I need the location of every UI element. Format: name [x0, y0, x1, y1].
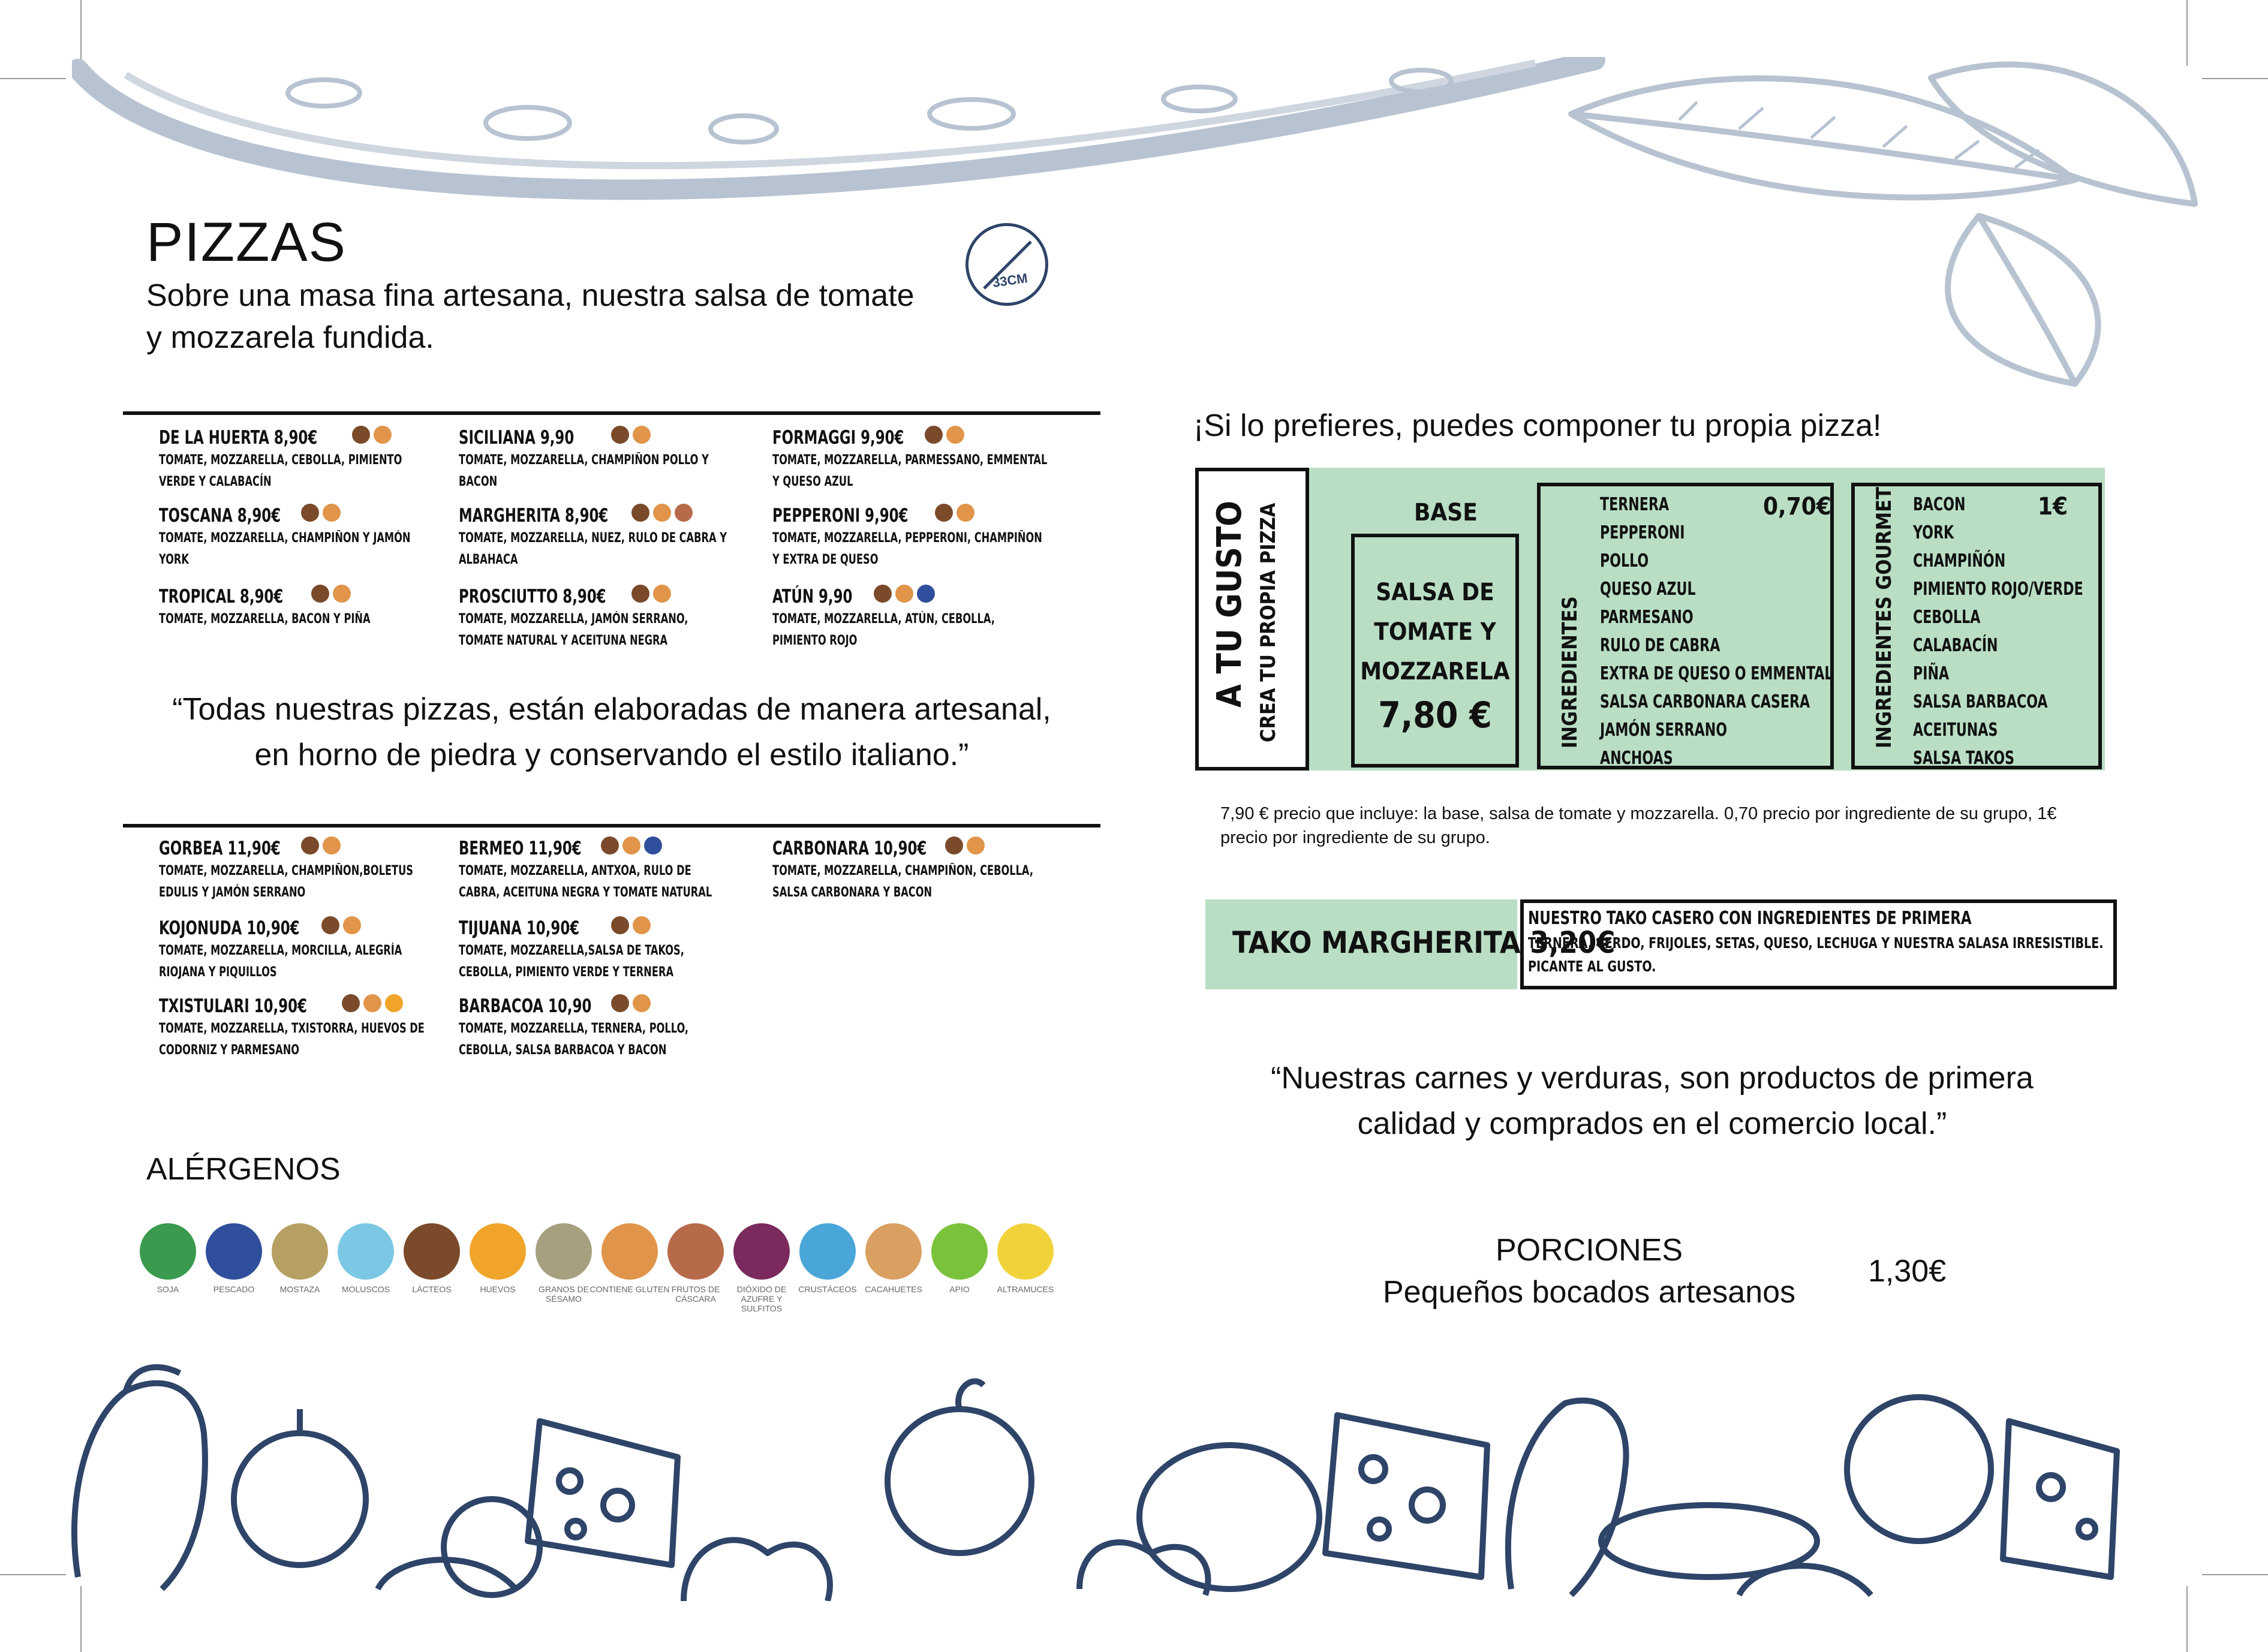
pizza-header [159, 838, 447, 859]
pizza-description: TOMATE, MOZZARELLA, CEBOLLA, PIMIENTO VERDE Y CALABACÍN [159, 453, 402, 489]
pizza-header [159, 586, 447, 607]
ingredient-item: POLLO [1600, 550, 1649, 571]
celery-icon [931, 1223, 988, 1280]
gluten-allergen-icon [653, 504, 671, 522]
gluten-allergen-icon [653, 585, 671, 603]
basil-leaves-illustration [1559, 60, 2207, 396]
pizza-item [772, 505, 1060, 571]
quote-line: en horno de piedra y conservando el estilo italiano.” [254, 738, 969, 772]
lacteos-allergen-icon [311, 585, 329, 603]
pizza-description: TOMATE, MOZZARELLA, MORCILLA, ALEGRÍA RIOJANA Y PIQUILLOS [159, 943, 402, 980]
pizza-allergen-icons [628, 587, 671, 605]
crop-mark [2202, 1574, 2268, 1575]
lacteos-allergen-icon [342, 994, 360, 1012]
fish-icon [206, 1223, 262, 1280]
crop-mark [2186, 0, 2188, 66]
ingredient-item: JAMÓN SERRANO [1600, 720, 1728, 741]
pizza-header [772, 838, 1060, 859]
allergen-label: ALTRAMUCES [997, 1284, 1054, 1294]
pizza-item [459, 917, 747, 983]
vegetables-illustration [60, 1349, 2183, 1601]
pizza-item [772, 838, 1060, 904]
ingredient-item: RULO DE CABRA [1600, 635, 1720, 656]
subtitle-line: Sobre una masa fina artesana, nuestra salsa de tomate [146, 278, 915, 313]
base-line: SALSA DE [1376, 579, 1494, 606]
tako-name: TAKO MARGHERITA 3,20€ [1232, 925, 1616, 960]
pizza-description: TOMATE, MOZZARELLA, CHAMPIÑON,BOLETUS EDULIS Y JAMÓN SERRANO [159, 863, 413, 900]
allergen-label: PESCADO [213, 1284, 255, 1294]
pizza-description: TOMATE, MOZZARELLA, CHAMPIÑON Y JAMÓN YORK [159, 531, 411, 567]
pizza-allergen-icons [607, 919, 651, 937]
subtitle-line: y mozzarela fundida. [146, 320, 434, 355]
base-description [1351, 573, 1519, 691]
pizza-item [459, 427, 747, 493]
sulphite-icon [733, 1223, 790, 1280]
gourmet-ingredient-item: CEBOLLA [1913, 607, 1981, 628]
lacteos-allergen-icon [611, 916, 629, 934]
lacteos-allergen-icon [301, 836, 319, 854]
jug-icon [404, 1223, 460, 1280]
sesame-icon [536, 1223, 592, 1280]
pizza-description: TOMATE, MOZZARELLA, PARMESSANO, EMMENTAL Y QUESO AZUL [772, 453, 1048, 489]
gourmet-ingredient-item: SALSA BARBACOA [1913, 691, 2048, 712]
lacteos-allergen-icon [321, 916, 339, 934]
tako-line: TERNERA, CERDO, FRIJOLES, SETAS, QUESO, LECHUGA Y NUESTRA SALASA IRRESISTIBLE. [1528, 934, 2104, 952]
tako-description [1528, 907, 2205, 977]
lacteos-allergen-icon [631, 504, 649, 522]
pizza-name: TOSCANA 8,90€ [159, 505, 281, 526]
pizza-allergen-icons [607, 997, 651, 1015]
pizza-allergen-icons [921, 428, 964, 446]
gluten-allergen-icon [374, 426, 392, 444]
size-badge [965, 223, 1048, 306]
gluten-allergen-icon [633, 916, 651, 934]
crop-mark [80, 0, 82, 66]
pizza-header [159, 505, 447, 526]
pizza-item [459, 586, 747, 652]
lacteos-allergen-icon [352, 426, 370, 444]
allergen-label: MOSTAZA [279, 1284, 320, 1294]
lacteos-allergen-icon [945, 836, 963, 854]
pizza-item [159, 995, 447, 1061]
lacteos-allergen-icon [301, 504, 319, 522]
price-note-line: precio por ingrediente de su grupo. [1220, 828, 1490, 847]
lacteos-allergen-icon [601, 836, 619, 854]
crop-mark [2202, 78, 2268, 79]
ingredients-price: 0,70€ [1763, 493, 1831, 520]
pizza-description: TOMATE, MOZZARELLA, TERNERA, POLLO, CEBOLLA, SALSA BARBACOA Y BACON [459, 1021, 689, 1058]
lacteos-allergen-icon [611, 994, 629, 1012]
gluten-allergen-icon [363, 994, 381, 1012]
allergen-item [983, 1223, 1067, 1294]
gluten-allergen-icon [633, 426, 651, 444]
allergens-title: ALÉRGENOS [146, 1152, 341, 1187]
gluten-allergen-icon [956, 504, 974, 522]
crop-mark [0, 1574, 66, 1575]
pizza-allergen-icons [942, 839, 985, 857]
lacteos-allergen-icon [935, 504, 953, 522]
porciones-block [1319, 1229, 1859, 1313]
page-title: PIZZAS [146, 212, 347, 273]
pizza-item [459, 838, 747, 904]
gluten-allergen-icon [622, 836, 640, 854]
porciones-description: Pequeños bocados artesanos [1382, 1275, 1796, 1310]
pizza-header [459, 917, 747, 939]
pizza-header [772, 505, 1060, 526]
ingredient-item: QUESO AZUL [1600, 579, 1696, 600]
pizza-allergen-icons [348, 428, 392, 446]
ingredient-item: ANCHOAS [1600, 748, 1673, 769]
pizza-allergen-icons [607, 428, 651, 446]
pizza-item [459, 505, 747, 571]
gluten-allergen-icon [333, 585, 351, 603]
gourmet-ingredient-item: BACON [1913, 494, 1966, 515]
pizza-name: TIJUANA 10,90€ [459, 917, 580, 939]
page-subtitle [146, 275, 974, 359]
pizza-header [459, 586, 747, 607]
crab-icon [799, 1223, 856, 1280]
ingredient-item: TERNERA [1600, 494, 1670, 515]
allergen-label: CONTIENE GLUTEN [589, 1284, 670, 1294]
pizza-name: ATÚN 9,90 [772, 586, 853, 607]
allergen-label: SOJA [157, 1284, 179, 1294]
gourmet-price: 1€ [2038, 493, 2068, 520]
pizza-allergen-icons [297, 839, 341, 857]
pizza-header [159, 917, 447, 939]
custom-side-title: A TU GUSTO [1210, 500, 1249, 708]
pizza-name: PROSCIUTTO 8,90€ [459, 586, 606, 607]
pizza-item [159, 586, 447, 630]
pizza-description: TOMATE, MOZZARELLA, BACON Y PIÑA [159, 612, 371, 627]
gluten-allergen-icon [323, 836, 341, 854]
pizza-header [772, 427, 1060, 449]
pizza-allergen-icons [597, 839, 662, 857]
gourmet-ingredient-item: CALABACÍN [1913, 635, 1998, 656]
allergen-label: DIÓXIDO DE AZUFRE Y SULFITOS [736, 1284, 787, 1313]
pizza-header [459, 995, 747, 1017]
egg-allergen-icon [385, 994, 403, 1012]
ingredient-item: PARMESANO [1600, 607, 1694, 628]
lacteos-allergen-icon [874, 585, 892, 603]
gluten-allergen-icon [633, 994, 651, 1012]
pizza-allergen-icons [628, 506, 693, 524]
pizza-description: TOMATE, MOZZARELLA,SALSA DE TAKOS, CEBOLLA, PIMIENTO VERDE Y TERNERA [459, 943, 684, 980]
pizza-description: TOMATE, MOZZARELLA, ATÚN, CEBOLLA, PIMIENTO ROJO [772, 612, 995, 648]
custom-heading: ¡Si lo prefieres, puedes componer tu propia pizza! [1193, 408, 1882, 443]
pizza-name: MARGHERITA 8,90€ [459, 505, 609, 526]
pizza-sketch-illustration [72, 57, 1631, 231]
pizza-item [159, 838, 447, 904]
pizza-item [772, 427, 1060, 493]
wheat-icon [601, 1223, 658, 1280]
peanut-icon [865, 1223, 922, 1280]
gluten-allergen-icon [895, 585, 913, 603]
fish-allergen-icon [644, 836, 662, 854]
allergen-label: CRUSTÁCEOS [798, 1284, 857, 1294]
pizza-allergen-icons [870, 587, 935, 605]
egg-icon [470, 1223, 526, 1280]
pizza-description: TOMATE, MOZZARELLA, ANTXOA, RULO DE CABRA, ACEITUNA NEGRA Y TOMATE NATURAL [459, 863, 712, 900]
allergen-label: HUEVOS [480, 1284, 516, 1294]
pizza-description: TOMATE, MOZZARELLA, CHAMPIÑON POLLO Y BACON [459, 453, 709, 489]
gluten-allergen-icon [946, 426, 964, 444]
base-line: MOZZARELA [1360, 658, 1510, 685]
allergen-label: GRANOS DE SÉSAMO [538, 1284, 589, 1304]
quote-line: “Todas nuestras pizzas, están elaboradas de manera artesanal, [172, 692, 1051, 727]
gluten-allergen-icon [323, 504, 341, 522]
pizza-item [772, 586, 1060, 652]
gourmet-ingredient-item: YORK [1913, 522, 1954, 543]
tako-line: PICANTE AL GUSTO. [1528, 958, 1656, 975]
nut-icon [667, 1223, 724, 1280]
base-price: 7,80 € [1378, 694, 1492, 736]
pizza-name: KOJONUDA 10,90€ [159, 917, 300, 939]
pizza-name: BARBACOA 10,90 [459, 995, 592, 1017]
base-line: TOMATE Y [1374, 618, 1496, 646]
price-note [1220, 802, 2132, 850]
crop-mark [0, 78, 66, 79]
pizza-item [159, 917, 447, 983]
pizza-item [459, 995, 747, 1061]
porciones-title: PORCIONES [1495, 1233, 1683, 1268]
nuts-allergen-icon [675, 504, 693, 522]
ingredient-item: EXTRA DE QUESO O EMMENTAL [1600, 663, 1833, 684]
pizza-description: TOMATE, MOZZARELLA, NUEZ, RULO DE CABRA Y ALBAHACA [459, 531, 727, 567]
pizza-header [459, 838, 747, 859]
base-label: BASE [1414, 499, 1478, 526]
gourmet-list [1913, 491, 2120, 772]
allergen-label: LÁCTEOS [412, 1284, 452, 1294]
pizza-description: TOMATE, MOZZARELLA, CHAMPIÑON, CEBOLLA, SALSA CARBONARA Y BACON [772, 863, 1033, 900]
lacteos-allergen-icon [631, 585, 649, 603]
pizza-allergen-icons [318, 919, 361, 937]
quote-artesanal [123, 687, 1100, 778]
allergen-label: APIO [949, 1284, 970, 1294]
gluten-allergen-icon [343, 916, 361, 934]
pizza-name: CARBONARA 10,90€ [772, 838, 927, 859]
pizza-allergen-icons [931, 506, 974, 524]
pizza-item [159, 505, 447, 571]
pizza-allergen-icons [338, 997, 403, 1015]
pizza-description: TOMATE, MOZZARELLA, JAMÓN SERRANO, TOMATE NATURAL Y ACEITUNA NEGRA [459, 612, 688, 648]
pizza-name: BERMEO 11,90€ [459, 838, 582, 859]
pizza-name: FORMAGGI 9,90€ [772, 427, 904, 449]
pizza-name: DE LA HUERTA 8,90€ [159, 427, 318, 449]
pizza-description: TOMATE, MOZZARELLA, PEPPERONI, CHAMPIÑON Y EXTRA DE QUESO [772, 531, 1042, 567]
soy-icon [140, 1223, 196, 1280]
quote-line: “Nuestras carnes y verduras, son productos de primera [1271, 1061, 2034, 1096]
allergen-label: FRUTOS DE CÁSCARA [671, 1284, 720, 1304]
gluten-allergen-icon [967, 836, 985, 854]
gourmet-label: INGREDIENTES GOURMET [1872, 487, 1896, 748]
lacteos-allergen-icon [611, 426, 629, 444]
divider [123, 411, 1100, 415]
ingredient-item: SALSA CARBONARA CASERA [1600, 691, 1810, 712]
pizza-name: TROPICAL 8,90€ [159, 586, 284, 607]
pizza-description: TOMATE, MOZZARELLA, TXISTORRA, HUEVOS DE CODORNIZ Y PARMESANO [159, 1021, 425, 1058]
gourmet-ingredient-item: PIMIENTO ROJO/VERDE [1913, 579, 2083, 600]
tako-line: NUESTRO TAKO CASERO CON INGREDIENTES DE PRIMERA [1528, 908, 1972, 929]
quote-line: calidad y comprados en el comercio local.” [1357, 1106, 1947, 1141]
gourmet-ingredient-item: CHAMPIÑÓN [1913, 550, 2006, 571]
ingredients-label: INGREDIENTES [1558, 596, 1582, 748]
price-note-line: 7,90 € precio que incluye: la base, salsa de tomate y mozzarella. 0,70 precio por ingrediente de su grupo, 1€ [1220, 804, 2057, 823]
pizza-name: TXISTULARI 10,90€ [159, 995, 307, 1017]
crop-mark [2186, 1586, 2188, 1652]
pizza-allergen-icons [308, 587, 351, 605]
pizza-header [459, 427, 747, 449]
gourmet-ingredient-item: SALSA TAKOS [1913, 748, 2015, 769]
pizza-header [159, 995, 447, 1017]
size-badge-label: 33CM [991, 270, 1029, 290]
pizza-header [459, 505, 747, 526]
pizza-item [159, 427, 447, 493]
gourmet-ingredient-item: ACEITUNAS [1913, 720, 1998, 741]
mustard-icon [272, 1223, 328, 1280]
divider [123, 824, 1100, 827]
custom-side-subtitle: CREA TU PROPIA PIZZA [1256, 502, 1280, 742]
gourmet-ingredient-item: PIÑA [1913, 663, 1950, 684]
pizza-name: PEPPERONI 9,90€ [772, 505, 909, 526]
allergen-label: CACAHUETES [865, 1284, 922, 1294]
pizza-header [772, 586, 1060, 607]
pizza-name: SICILIANA 9,90 [459, 427, 574, 449]
lupin-icon [997, 1223, 1054, 1280]
pizza-name: GORBEA 11,90€ [159, 838, 281, 859]
allergen-label: MOLUSCOS [341, 1284, 390, 1294]
ingredient-item: PEPPERONI [1600, 522, 1685, 543]
pizza-header [159, 427, 447, 449]
porciones-price: 1,30€ [1868, 1254, 1947, 1289]
fish-allergen-icon [917, 585, 935, 603]
shell-icon [338, 1223, 394, 1280]
ingredients-list [1600, 491, 1884, 772]
quote-local [1193, 1055, 2111, 1147]
pizza-allergen-icons [297, 506, 341, 524]
lacteos-allergen-icon [925, 426, 943, 444]
